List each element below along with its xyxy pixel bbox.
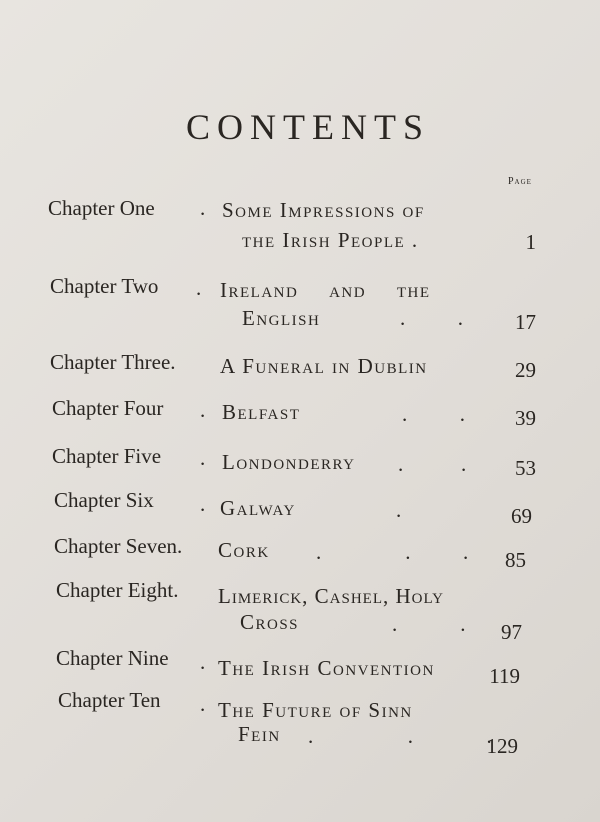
leader-dots: . . [402,402,465,426]
chapter-label: Chapter Nine [56,646,169,670]
separator-dot: . [200,492,206,516]
chapter-title-line: Galway [220,496,296,520]
separator-dot: . [200,398,206,422]
chapter-label: Chapter Ten [58,688,161,712]
separator-dot: . [200,650,206,674]
page-number: 119 [489,664,520,688]
chapter-label: Chapter Eight. [56,578,179,602]
leader-dots: . . . [308,724,492,748]
chapter-title-line: Ireland and the [220,278,431,302]
chapter-title-line: Cork [218,538,270,562]
chapter-title-line: Cross [240,610,300,634]
chapter-label: Chapter Five [52,444,162,468]
page-number: 1 [525,230,536,254]
chapter-title-line: the Irish People . [242,228,419,252]
page-number: 129 [486,734,518,758]
leader-dots: . [396,498,402,522]
chapter-label: Chapter Six [54,488,154,512]
chapter-title-line: A Funeral in Dublin [220,354,428,378]
separator-dot: . [200,446,206,470]
page-number: 17 [515,310,536,334]
page-number: 85 [505,548,526,572]
leader-dots: . . [400,306,463,330]
leader-dots: . . . [316,540,469,564]
page-number: 29 [515,358,536,382]
leader-dots: . . [392,612,466,636]
chapter-title-line: English [242,306,321,330]
page-number: 97 [501,620,522,644]
separator-dot: . [200,692,206,716]
separator-dot: . [200,196,206,220]
chapter-title-line: Limerick, Cashel, Holy [218,584,444,608]
page-title: CONTENTS [186,107,430,147]
chapter-label: Chapter One [48,196,155,220]
chapter-title-line: The Future of Sinn [218,698,413,722]
chapter-title-line: Fein [238,722,281,746]
chapter-title-line: Londonderry [222,450,356,474]
chapter-title-line: Some Impressions of [222,198,425,222]
chapter-label: Chapter Three. [50,350,176,374]
page-number: 69 [511,504,532,528]
chapter-title-line: Belfast [222,400,301,424]
page-number: 53 [515,456,536,480]
chapter-label: Chapter Seven. [54,534,183,558]
chapter-label: Chapter Two [50,274,159,298]
page-number: 39 [515,406,536,430]
separator-dot: . [196,276,202,300]
chapter-title-line: The Irish Convention [218,656,435,680]
page-column-label: Page [508,176,532,187]
leader-dots: . . [398,452,467,476]
chapter-label: Chapter Four [52,396,164,420]
